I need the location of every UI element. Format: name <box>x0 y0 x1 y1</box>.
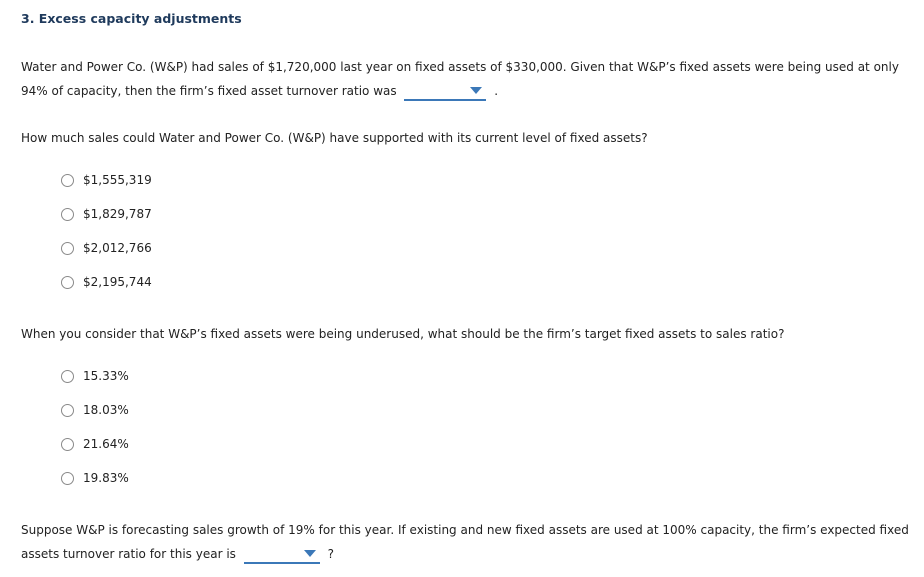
radio-unselected-icon[interactable] <box>61 174 74 187</box>
intro-paragraph <box>21 55 899 103</box>
option-label: 15.33% <box>83 369 129 383</box>
option-label: $1,829,787 <box>83 207 152 221</box>
radio-unselected-icon[interactable] <box>61 404 74 417</box>
radio-unselected-icon[interactable] <box>61 370 74 383</box>
radio-unselected-icon[interactable] <box>61 276 74 289</box>
question-1-option-4[interactable] <box>61 265 152 299</box>
radio-unselected-icon[interactable] <box>61 472 74 485</box>
radio-unselected-icon[interactable] <box>61 242 74 255</box>
radio-unselected-icon[interactable] <box>61 208 74 221</box>
triangle-down-icon <box>470 87 482 94</box>
intro-line-1: Water and Power Co. (W&P) had sales of $1,720,000 last year on fixed assets of $330,000. Given that W&P’s fixed assets were being used at only <box>21 60 899 74</box>
option-label: $1,555,319 <box>83 173 152 187</box>
intro-line-2 <box>21 79 899 103</box>
question-1-text: How much sales could Water and Power Co. (W&P) have supported with its current level of fixed assets? <box>21 131 648 145</box>
question-2-option-3[interactable] <box>61 427 129 461</box>
question-1-option-3[interactable] <box>61 231 152 265</box>
question-2-option-2[interactable] <box>61 393 129 427</box>
triangle-down-icon <box>304 550 316 557</box>
question-1-options <box>61 163 152 299</box>
question-2-option-1[interactable] <box>61 359 129 393</box>
question-2-options <box>61 359 129 495</box>
option-label: 18.03% <box>83 403 129 417</box>
turnover-ratio-dropdown[interactable] <box>404 83 486 101</box>
question-2-option-4[interactable] <box>61 461 129 495</box>
expected-turnover-dropdown[interactable] <box>244 546 320 564</box>
section-title: 3. Excess capacity adjustments <box>21 11 242 26</box>
question-3-question-mark: ? <box>327 547 334 561</box>
question-2-text: When you consider that W&P’s fixed assets were being underused, what should be the firm’s target fixed assets to sales ratio? <box>21 327 785 341</box>
option-label: 21.64% <box>83 437 129 451</box>
intro-line-2-period: . <box>494 84 499 98</box>
option-label: $2,012,766 <box>83 241 152 255</box>
intro-line-2-text: 94% of capacity, then the firm’s fixed asset turnover ratio was <box>21 84 397 98</box>
question-3-line-2 <box>21 542 909 566</box>
question-3-line-1: Suppose W&P is forecasting sales growth of 19% for this year. If existing and new fixed assets are used at 100% capacity, the firm’s expected fixed <box>21 523 909 537</box>
question-1-option-1[interactable] <box>61 163 152 197</box>
question-3-line-2-text: assets turnover ratio for this year is <box>21 547 236 561</box>
option-label: 19.83% <box>83 471 129 485</box>
question-3-paragraph <box>21 518 909 566</box>
question-1-option-2[interactable] <box>61 197 152 231</box>
radio-unselected-icon[interactable] <box>61 438 74 451</box>
option-label: $2,195,744 <box>83 275 152 289</box>
